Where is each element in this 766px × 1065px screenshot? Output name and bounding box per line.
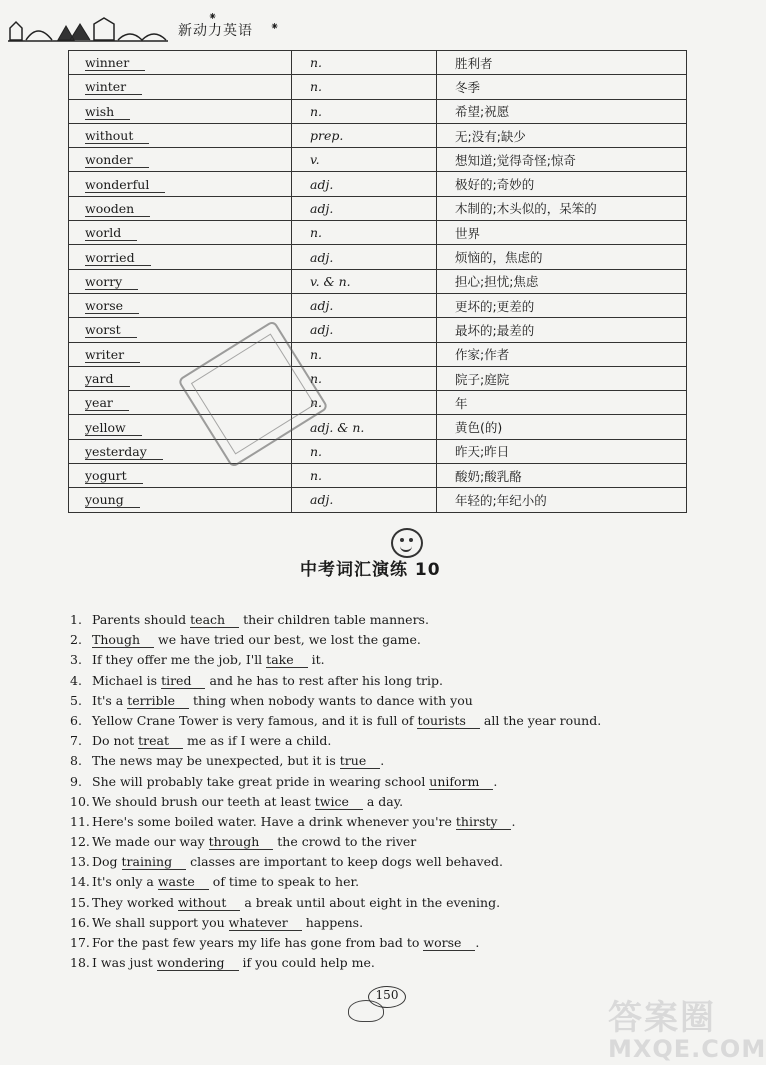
cartoon-face-icon [391,528,423,558]
exercise-answer: take [266,652,307,668]
vocab-pos: n. [292,99,437,123]
vocab-pos: n. [292,366,437,390]
vocab-word-cell [69,221,292,245]
vocab-word: wish [85,104,130,120]
vocab-meaning: 院子;庭院 [437,366,687,390]
list-item [70,792,670,812]
exercise-answer: wondering [157,955,239,971]
vocab-word: worst [85,322,137,338]
exercise-number: 4. [70,672,82,688]
exercise-text-before: Dog [92,854,122,870]
vocab-meaning: 更坏的;更差的 [437,293,687,317]
vocab-word-cell [69,123,292,147]
vocab-meaning: 年轻的;年纪小的 [437,488,687,512]
table-row [69,245,687,269]
vocab-pos: adj. [292,245,437,269]
table-row [69,391,687,415]
list-item [70,953,670,973]
table-row [69,51,687,75]
vocab-word: without [85,128,149,144]
exercise-text-before: We should brush our teeth at least [92,793,315,809]
vocab-word: wooden [85,201,150,217]
vocab-word-cell [69,293,292,317]
exercise-number: 5. [70,692,82,708]
list-item [70,772,670,792]
vocab-pos: adj. [292,488,437,512]
exercise-answer: terrible [127,693,189,709]
table-row [69,172,687,196]
exercise-text-after: thing when nobody wants to dance with you [189,692,473,708]
exercise-text-after: all the year round. [479,712,602,728]
exercise-text-before: It's only a [92,874,158,890]
list-item [70,832,670,852]
exercise-text-after: and he has to rest after his long trip. [205,672,443,688]
exercise-number: 6. [70,712,82,728]
exercise-text-after: their children table manners. [239,612,429,627]
exercise-number: 2. [70,632,82,648]
vocab-pos: adj. [292,196,437,220]
exercise-answer: without [178,895,240,911]
watermark-en: MXQE.COM [608,1035,766,1063]
vocab-word: wonderful [85,177,165,193]
exercise-number: 17. [70,935,90,950]
exercise-number: 16. [70,914,90,930]
vocab-word-cell [69,488,292,512]
vocab-word: year [85,395,129,411]
exercise-answer: tired [161,673,205,689]
list-item [70,691,670,711]
exercise-text-after: we have tried our best, we lost the game. [154,632,421,648]
vocab-pos: n. [292,391,437,415]
exercise-text-before: They worked [92,894,178,910]
exercise-text-after: me as if I were a child. [182,733,332,749]
vocab-word-cell [69,196,292,220]
list-item [70,852,670,872]
vocab-pos: v. [292,148,437,172]
exercise-text-before: The news may be unexpected, but it is [92,753,340,769]
exercise-number: 11. [70,813,90,829]
table-row [69,196,687,220]
list-item [70,671,670,691]
vocab-pos: n. [292,439,437,463]
exercise-text-before: It's a [92,692,128,708]
vocab-word-cell [69,148,292,172]
table-row [69,148,687,172]
vocab-word: worried [85,250,151,266]
vocab-word-cell [69,75,292,99]
table-row [69,366,687,390]
vocab-word: worse [85,298,139,314]
list-item [70,711,670,731]
list-item [70,933,670,953]
exercise-number: 12. [70,834,90,850]
vocab-pos: n. [292,464,437,488]
exercise-text-before: Do not [92,733,139,749]
header-decoration-icon [8,14,168,42]
vocab-word-cell [69,245,292,269]
exercise-answer: uniform [429,774,493,790]
vocab-meaning: 胜利者 [437,51,687,75]
list-item [70,812,670,832]
exercise-text-before: For the past few years my life has gone from bad to [92,935,424,950]
exercise-number: 14. [70,874,90,890]
table-row [69,293,687,317]
page-number: 150 [375,988,399,1002]
exercise-number: 10. [70,793,90,809]
vocab-word: worry [85,274,138,290]
exercise-text-before: If they offer me the job, I'll [92,652,267,668]
exercise-answer: thirsty [456,814,512,830]
vocab-word-cell [69,269,292,293]
exercise-list [70,610,670,973]
exercise-number: 9. [70,773,82,789]
exercise-text-before: Michael is [92,672,162,688]
vocab-word: yogurt [85,468,143,484]
vocab-pos: n. [292,51,437,75]
table-row [69,488,687,512]
mouth-icon [400,544,412,552]
page-header [8,10,368,44]
vocab-word: writer [85,347,140,363]
exercise-text-after: of time to speak to her. [208,874,360,890]
list-item [70,630,670,650]
vocab-meaning: 希望;祝愿 [437,99,687,123]
exercise-text-after: . [493,773,498,789]
exercise-text-after: a break until about eight in the evening. [240,894,501,910]
vocab-word: yard [85,371,130,387]
list-item [70,872,670,892]
list-item [70,913,670,933]
vocab-word-cell [69,51,292,75]
eye-icon [400,538,404,542]
vocab-meaning: 昨天;昨日 [437,439,687,463]
vocab-pos: prep. [292,123,437,147]
section-title: 中考词汇演练 10 [300,560,441,580]
table-row [69,464,687,488]
list-item [70,650,670,670]
vocab-pos: n. [292,221,437,245]
vocab-word-cell [69,172,292,196]
exercise-text-after: . [380,753,385,769]
exercise-answer: whatever [229,915,302,931]
table-row [69,123,687,147]
exercise-number: 1. [70,612,82,627]
table-row [69,342,687,366]
star-icon: ⁕ [270,20,280,33]
exercise-text-after: if you could help me. [238,955,375,971]
exercise-answer: through [209,834,274,850]
vocab-word: winner [85,55,145,71]
vocab-meaning: 最坏的;最差的 [437,318,687,342]
exercise-answer: training [122,854,187,870]
exercise-number: 18. [70,955,90,971]
exercise-answer: teach [190,612,239,628]
exercise-text-after: . [475,935,480,950]
list-item [70,893,670,913]
vocab-meaning: 木制的;木头似的，呆笨的 [437,196,687,220]
vocab-meaning: 黄色(的) [437,415,687,439]
vocab-meaning: 酸奶;酸乳酪 [437,464,687,488]
vocab-word: wonder [85,152,149,168]
exercise-text-before: We made our way [92,834,209,850]
exercise-text-before: We shall support you [92,914,229,930]
vocab-meaning: 作家;作者 [437,342,687,366]
table-row [69,439,687,463]
exercise-number: 8. [70,753,82,769]
vocab-word-cell [69,464,292,488]
list-item [70,751,670,771]
vocab-pos: adj. [292,172,437,196]
exercise-text-after: the crowd to the river [273,834,417,850]
exercise-text-after: it. [307,652,325,668]
star-icon: ⁕ [208,10,218,23]
exercise-text-after: a day. [362,793,404,809]
exercise-number: 13. [70,854,90,870]
exercise-number: 7. [70,733,82,749]
vocab-word: yellow [85,420,142,436]
vocab-meaning: 极好的;奇妙的 [437,172,687,196]
watermark [608,990,766,1063]
exercise-answer: twice [315,794,363,810]
vocab-pos: n. [292,75,437,99]
exercise-number: 15. [70,894,90,910]
exercise-text-after: happens. [301,914,364,930]
vocab-pos: n. [292,342,437,366]
table-row [69,221,687,245]
book-title: 新动力英语 [178,23,253,39]
exercise-text-after: . [511,813,516,829]
page-number-badge [340,984,420,1024]
exercise-text-before: Parents should [92,612,191,627]
vocab-meaning: 世界 [437,221,687,245]
table-row [69,415,687,439]
vocab-word: young [85,492,140,508]
exercise-text-before: She will probably take great pride in wearing school [92,773,430,789]
exercise-text-before: Here's some boiled water. Have a drink whenever you're [92,813,456,829]
vocab-meaning: 年 [437,391,687,415]
vocab-meaning: 冬季 [437,75,687,99]
vocab-word: world [85,225,137,241]
table-row [69,99,687,123]
vocab-pos: v. & n. [292,269,437,293]
vocab-word-cell [69,99,292,123]
list-item [70,610,670,630]
exercise-number: 3. [70,652,82,668]
vocab-meaning: 想知道;觉得奇怪;惊奇 [437,148,687,172]
vocab-pos: adj. & n. [292,415,437,439]
vocab-word: winter [85,79,142,95]
exercise-answer: waste [158,874,209,890]
vocab-word: yesterday [85,444,163,460]
exercise-answer: true [340,753,380,769]
exercise-answer: treat [138,733,183,749]
exercise-answer: tourists [417,713,479,729]
table-row [69,269,687,293]
vocab-meaning: 烦恼的，焦虑的 [437,245,687,269]
exercise-text-after: classes are important to keep dogs well behaved. [186,854,503,870]
exercise-text-before: Yellow Crane Tower is very famous, and it is full of [92,712,418,728]
eye-icon [409,538,413,542]
vocabulary-table [68,50,687,513]
watermark-cn: 答案圈 [608,998,716,1038]
list-item [70,731,670,751]
vocab-pos: adj. [292,318,437,342]
vocab-pos: adj. [292,293,437,317]
table-row [69,318,687,342]
vocab-meaning: 担心;担忧;焦虑 [437,269,687,293]
exercise-answer: worse [423,935,475,951]
table-row [69,75,687,99]
exercise-answer: Though [92,632,154,648]
exercise-text-before: I was just [92,955,157,971]
vocab-meaning: 无;没有;缺少 [437,123,687,147]
